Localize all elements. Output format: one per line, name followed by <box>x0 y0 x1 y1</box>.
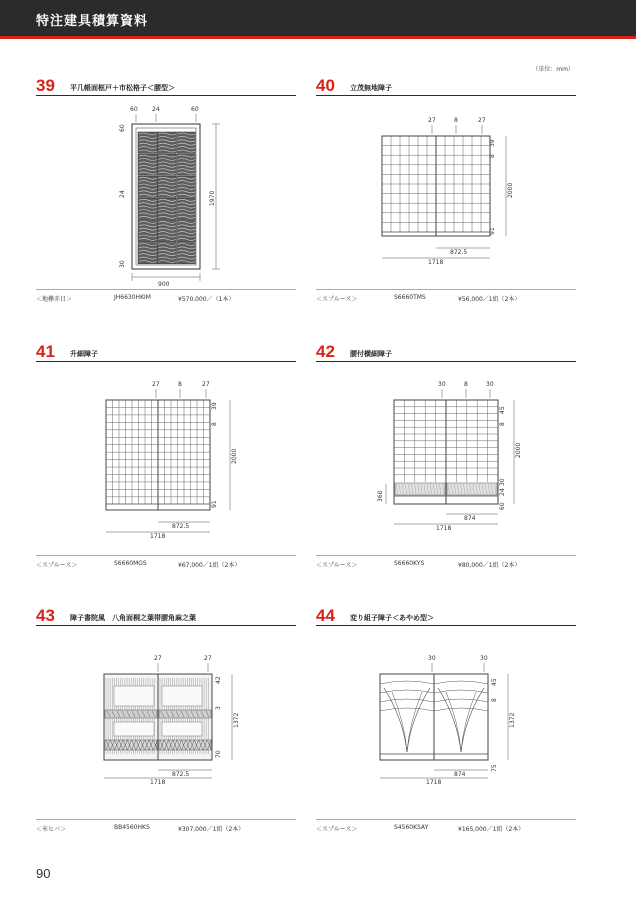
price: ¥56,000／1組（2本） <box>458 296 521 303</box>
section-39 <box>36 76 296 308</box>
dim-bottom2: 1718 <box>150 779 166 786</box>
dim-top1: 27 <box>152 381 160 388</box>
door-drawing <box>36 364 296 554</box>
section-spec-row <box>36 289 296 303</box>
dim-r3: 70 <box>215 750 222 758</box>
dim-r1: 45 <box>491 678 498 686</box>
dim-top2: 8 <box>454 117 458 124</box>
dim-top2: 27 <box>204 655 212 662</box>
header-accent-line <box>0 36 636 39</box>
wood-type: ＜スプルース＞ <box>316 826 358 833</box>
dim-top1: 27 <box>428 117 436 124</box>
section-title: 障子書院風 八角面桐之葉帯腰角麻之葉 <box>70 614 196 622</box>
section-header <box>316 342 576 362</box>
section-number: 43 <box>36 606 55 625</box>
dim-top1: 30 <box>438 381 446 388</box>
section-spec-row <box>36 819 296 833</box>
section-title: 腰付横細障子 <box>350 350 392 358</box>
section-spec-row <box>316 555 576 569</box>
dim-r1: 39 <box>489 139 496 147</box>
section-title: 立茂無地障子 <box>350 84 392 92</box>
dim-r2: 3 <box>215 706 222 710</box>
dim-r3: 91 <box>489 227 496 235</box>
dim-bottom1: 872.5 <box>172 523 190 530</box>
dim-r5: 60 <box>499 502 506 510</box>
section-header <box>36 606 296 626</box>
dim-top3: 30 <box>486 381 494 388</box>
dim-r1: 45 <box>499 406 506 414</box>
ichimatsu-lattice <box>138 132 195 264</box>
dim-r2: 8 <box>489 154 496 158</box>
dim-bottom: 900 <box>158 281 170 288</box>
product-code: S6660MGS <box>114 560 147 567</box>
dim-height: 1970 <box>209 190 216 206</box>
door-drawing <box>36 98 296 288</box>
dim-top1: 30 <box>428 655 436 662</box>
section-header <box>316 76 576 96</box>
dim-bottom2: 1718 <box>428 259 444 266</box>
door-drawing <box>36 628 296 818</box>
price: ¥80,000／1組（2本） <box>458 562 521 569</box>
dim-bottom1: 872.5 <box>172 771 190 778</box>
wood-type: ＜米ヒバ＞ <box>36 826 67 833</box>
dim-bottom1: 874 <box>454 771 466 778</box>
dim-top2: 24 <box>152 106 160 113</box>
section-number: 42 <box>316 342 335 361</box>
product-code: BB4560HKS <box>114 824 150 831</box>
section-41 <box>36 342 296 574</box>
dim-height: 2000 <box>515 442 522 458</box>
product-code: S6660TMS <box>394 294 426 301</box>
price: ¥67,000／1組（2本） <box>178 562 241 569</box>
section-title: 変り組子障子＜あやめ型＞ <box>350 614 434 622</box>
price: ¥165,000／1組（2本） <box>458 826 525 833</box>
section-header <box>36 342 296 362</box>
dim-r2: 8 <box>211 422 218 426</box>
dim-height: 1372 <box>233 712 240 728</box>
dim-height: 2000 <box>231 448 238 464</box>
page-header-title: 特注建具積算資料 <box>36 14 149 29</box>
section-spec-row <box>316 819 576 833</box>
dim-top2: 8 <box>178 381 182 388</box>
unit-note: （単位：mm） <box>532 66 574 73</box>
price: ¥570,000／（1本） <box>178 296 235 303</box>
dim-top1: 27 <box>154 655 162 662</box>
dim-bottom1: 872.5 <box>450 249 468 256</box>
dim-height: 2000 <box>507 182 514 198</box>
door-drawing <box>316 98 576 288</box>
dim-top2: 30 <box>480 655 488 662</box>
header-bar <box>0 0 636 36</box>
dim-top2: 8 <box>464 381 468 388</box>
dim-r3: 30 <box>499 478 506 486</box>
section-header <box>36 76 296 96</box>
dim-r1: 39 <box>211 402 218 410</box>
section-43 <box>36 606 296 838</box>
section-number: 40 <box>316 76 335 95</box>
section-spec-row <box>316 289 576 303</box>
section-title: 升細障子 <box>70 350 98 358</box>
wood-type: ＜スプルース＞ <box>316 562 358 569</box>
dim-height: 1372 <box>509 712 516 728</box>
section-title: 平几帳面框戸＋市松格子＜腰型＞ <box>70 84 175 92</box>
dim-top3: 27 <box>202 381 210 388</box>
dim-r4: 24 <box>499 488 506 496</box>
dim-r2: 8 <box>499 422 506 426</box>
dim-left3: 30 <box>119 260 126 268</box>
page-number: 90 <box>36 866 51 881</box>
dim-r2: 8 <box>491 698 498 702</box>
dim-left2: 24 <box>119 190 126 198</box>
dim-bottom1: 874 <box>464 515 476 522</box>
wood-type: ＜スプルース＞ <box>36 562 78 569</box>
dim-left: 360 <box>377 490 384 502</box>
dim-top3: 27 <box>478 117 486 124</box>
product-code: S4560KSAY <box>394 824 429 831</box>
section-number: 44 <box>316 606 335 625</box>
door-drawing <box>316 364 576 554</box>
dim-bottom2: 1718 <box>426 779 442 786</box>
price: ¥307,000／1組（2本） <box>178 826 245 833</box>
dim-top3: 60 <box>191 106 199 113</box>
dim-top1: 60 <box>130 106 138 113</box>
dim-r1: 42 <box>215 676 222 684</box>
dim-left1: 60 <box>119 124 126 132</box>
dim-r3: 91 <box>211 500 218 508</box>
wood-type: ＜スプルース＞ <box>316 296 358 303</box>
section-header <box>316 606 576 626</box>
dim-r3: 75 <box>491 764 498 772</box>
section-40 <box>316 76 576 308</box>
section-number: 39 <box>36 76 55 95</box>
dim-bottom2: 1718 <box>150 533 166 540</box>
dim-bottom2: 1718 <box>436 525 452 532</box>
wood-type: ＜地欅赤目＞ <box>36 296 73 303</box>
section-42 <box>316 342 576 574</box>
product-code: S6660KYS <box>394 560 425 567</box>
section-number: 41 <box>36 342 55 361</box>
section-44 <box>316 606 576 838</box>
section-spec-row <box>36 555 296 569</box>
product-code: JH6630HKIM <box>114 294 151 301</box>
door-drawing <box>316 628 576 818</box>
